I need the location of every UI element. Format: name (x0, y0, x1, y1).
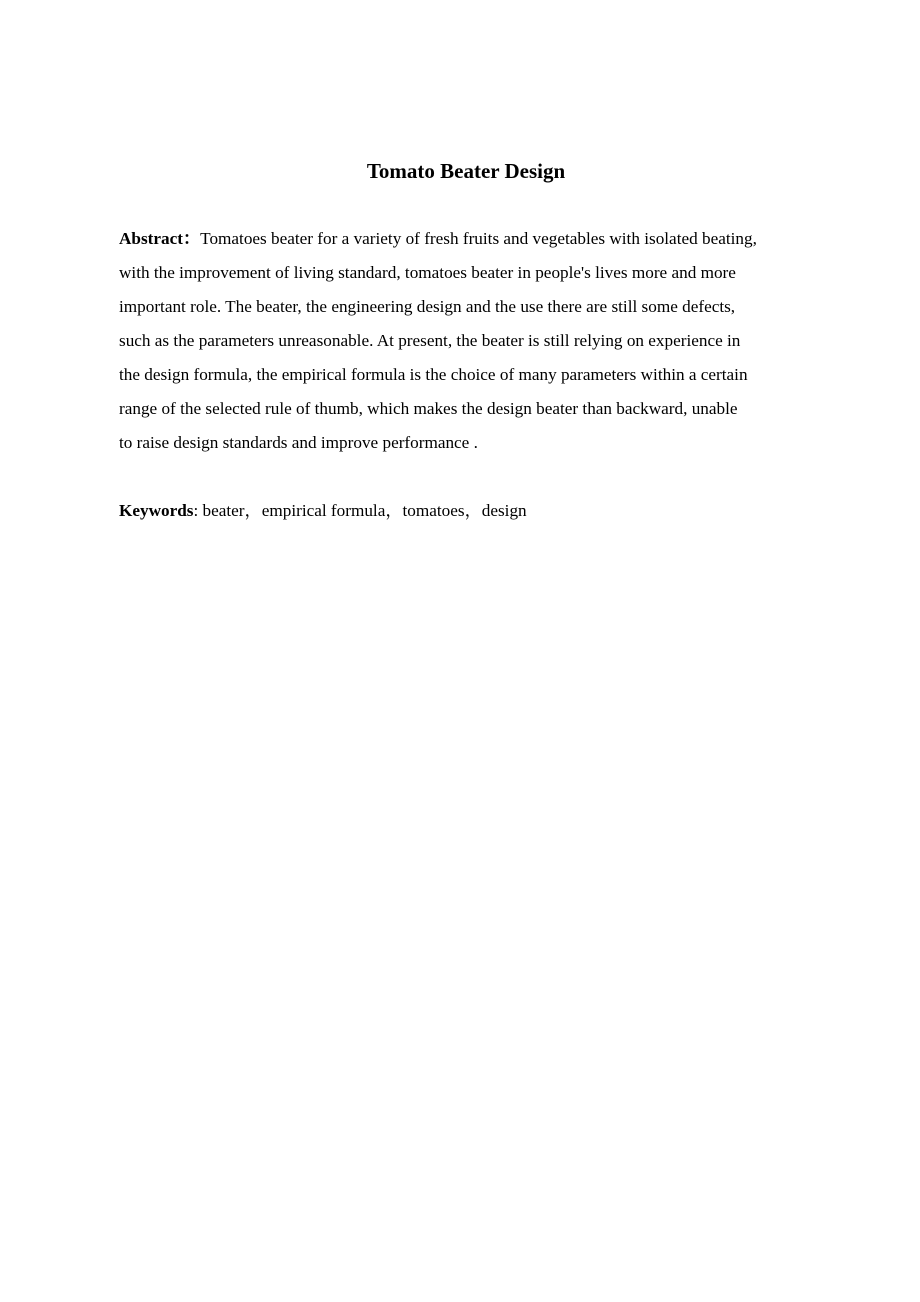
abstract-line-6: range of the selected rule of thumb, which makes the design beater than backward, unable (119, 399, 738, 418)
abstract-line-4: such as the parameters unreasonable. At present, the beater is still relying on experience in (119, 331, 741, 350)
document-title: Tomato Beater Design (366, 159, 566, 183)
keywords-paragraph (119, 494, 527, 528)
abstract-label: Abstract： (119, 229, 201, 248)
keywords-text: : beater，empirical formula，tomatoes，design (193, 501, 527, 520)
abstract-line-3: important role. The beater, the engineering design and the use there are still some defects, (119, 297, 736, 316)
abstract-paragraph (119, 222, 809, 460)
keywords-label: Keywords (119, 501, 194, 520)
abstract-line-1 (119, 222, 809, 256)
abstract-line-7: to raise design standards and improve performance . (119, 433, 478, 452)
abstract-text-1: Tomatoes beater for a variety of fresh fruits and vegetables with isolated beating, (200, 229, 757, 248)
abstract-line-5: the design formula, the empirical formula is the choice of many parameters within a certain (119, 365, 748, 384)
abstract-line-2: with the improvement of living standard, tomatoes beater in people's lives more and more (119, 263, 736, 282)
